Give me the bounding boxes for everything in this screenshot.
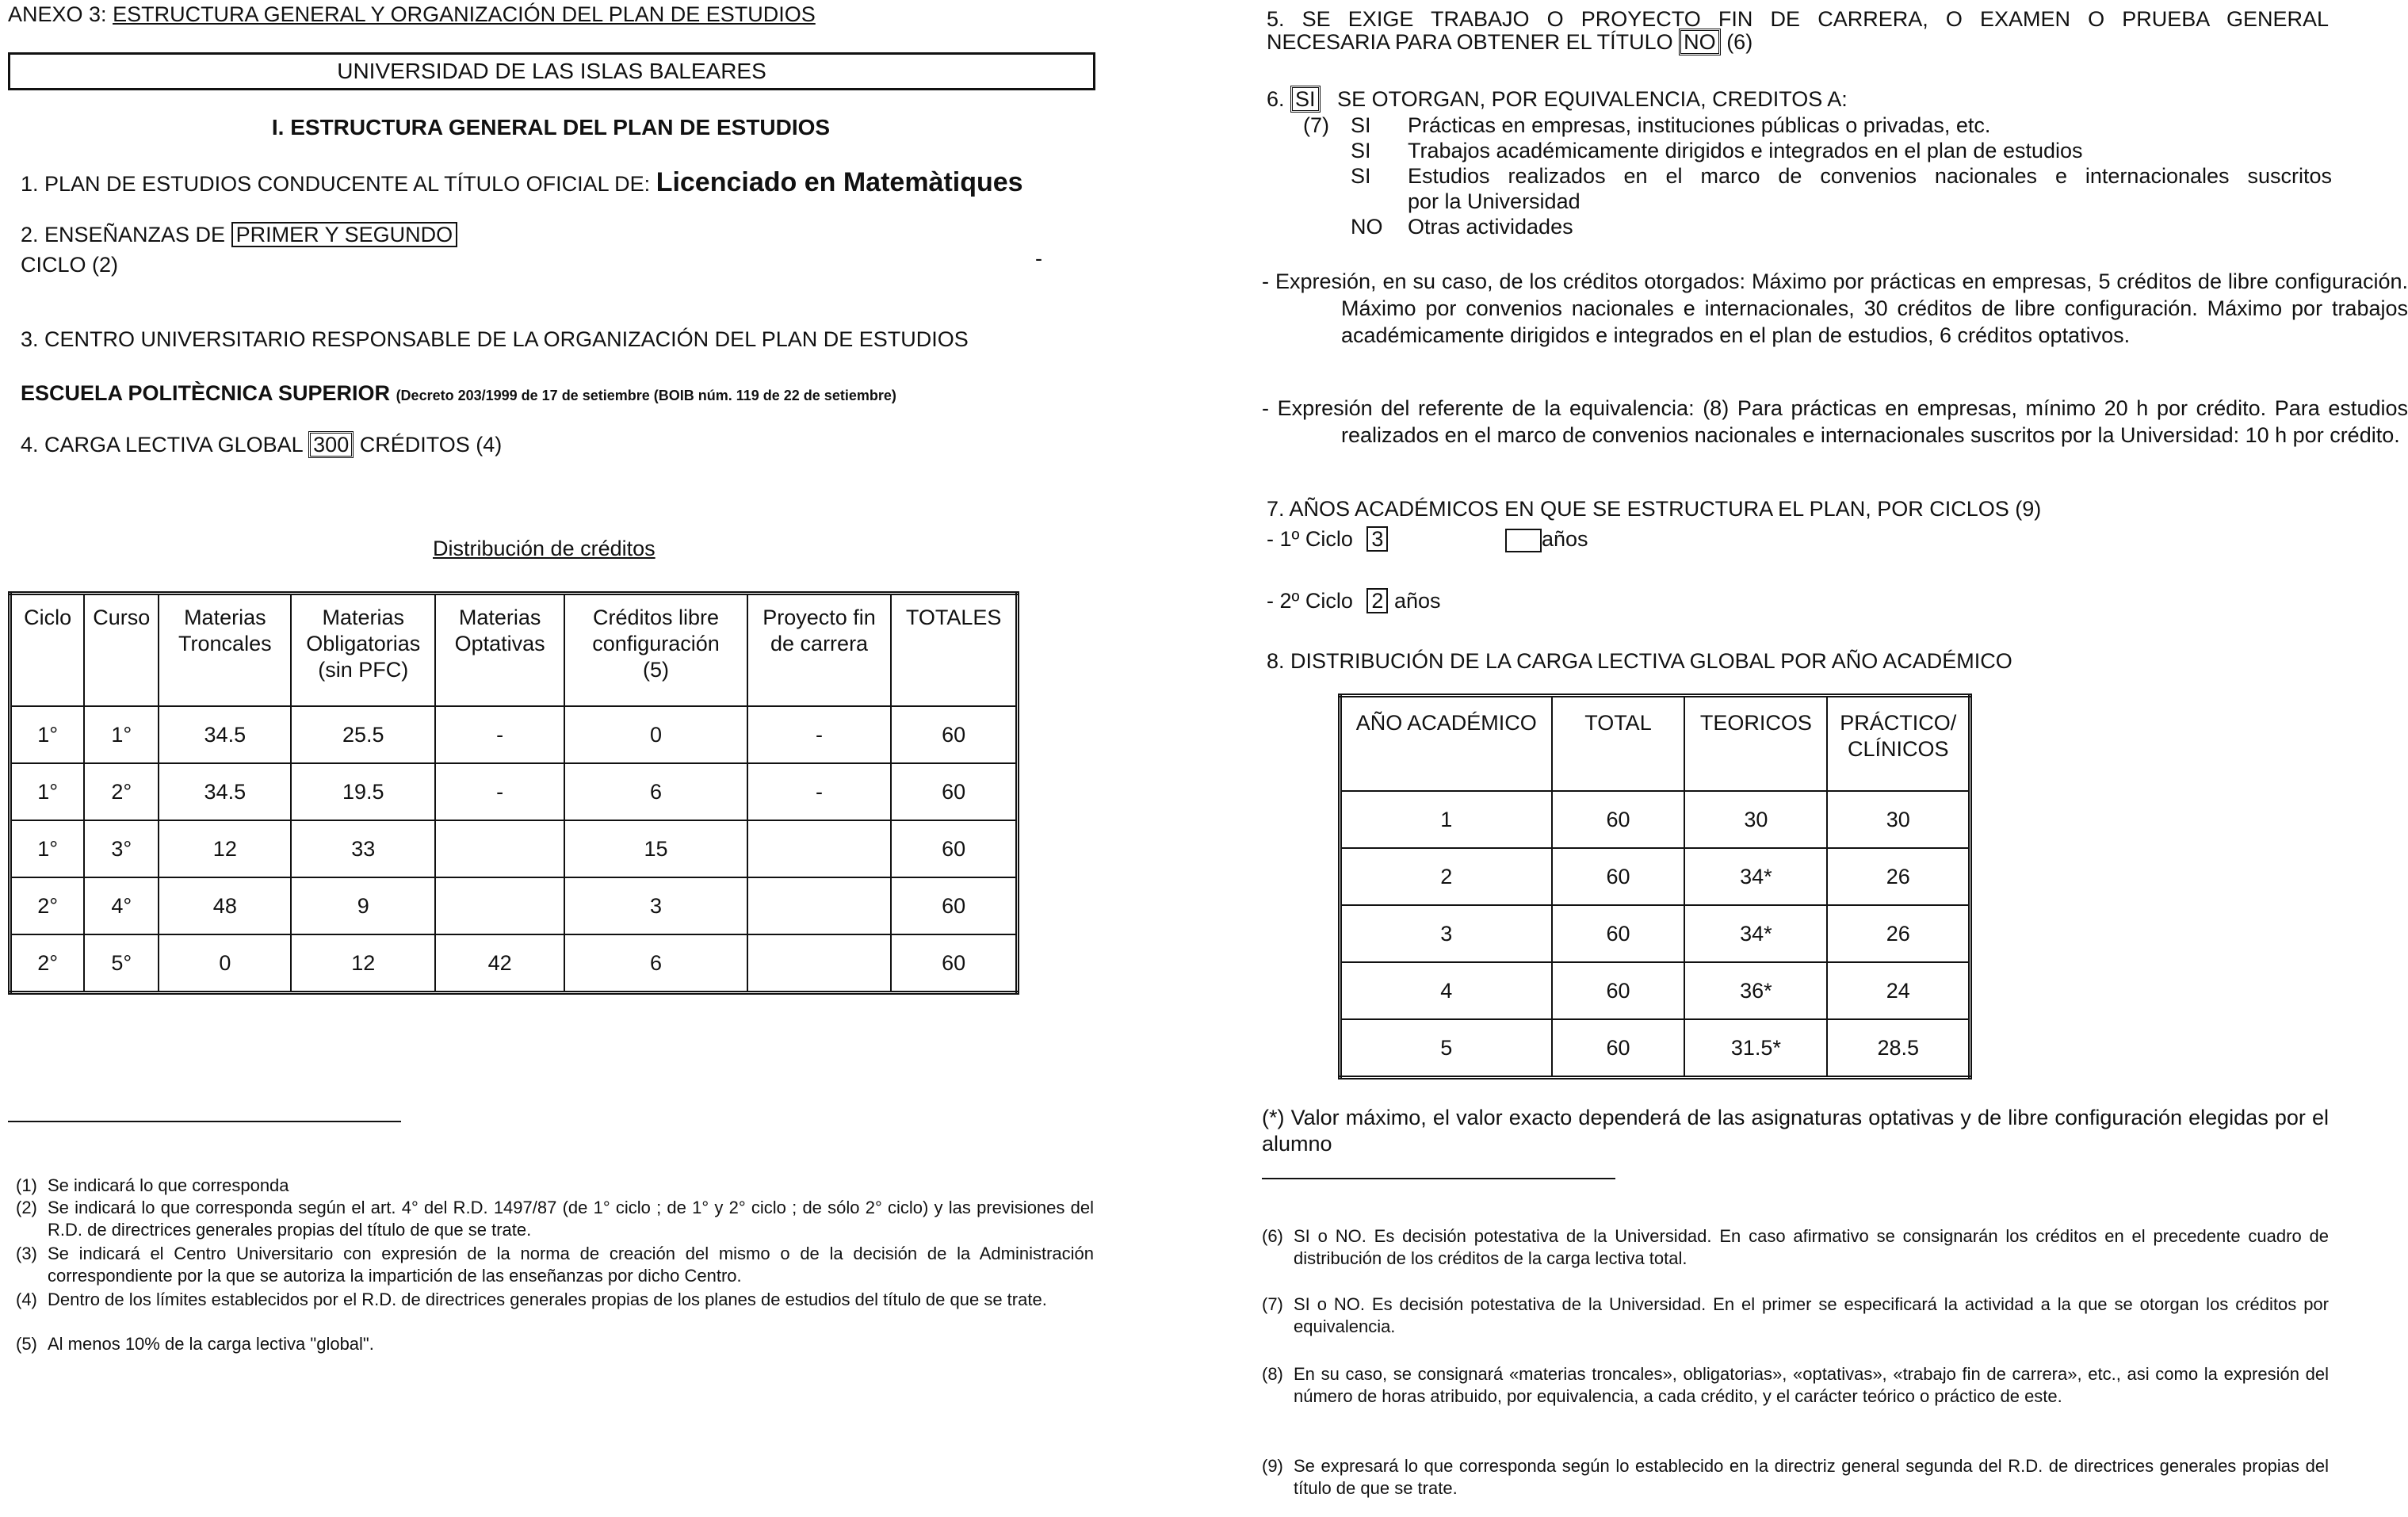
equivalence-item	[1351, 113, 2332, 138]
item-5-text: NECESARIA PARA OBTENER EL TÍTULO	[1267, 30, 1673, 54]
cycle-1-empty-box	[1505, 529, 1542, 552]
item-1-text: 1. PLAN DE ESTUDIOS CONDUCENTE AL TÍTULO OFICIAL DE:	[21, 172, 651, 196]
credits-header-text: Materias	[322, 606, 405, 629]
equivalence-text: Estudios realizados en el marco de convenios nacionales e internacionales suscritos	[1408, 164, 2332, 188]
year-table-cell: 2	[1340, 848, 1552, 905]
footnote-text: Dentro de los límites establecidos por el R.D. de directrices generales propias de los planes de estudios del título de que se trate.	[48, 1290, 1047, 1309]
year-header-text: AÑO ACADÉMICO	[1355, 711, 1537, 735]
cycle-1-label: - 1º Ciclo	[1267, 527, 1353, 551]
year-table-cell: 30	[1684, 791, 1827, 848]
stray-dash: -	[1035, 246, 1042, 270]
credits-header-cell	[10, 594, 85, 707]
year-header-cell	[1552, 696, 1685, 792]
credits-header-text: Curso	[93, 606, 151, 629]
year-table-cell: 34*	[1684, 848, 1827, 905]
credits-table-cell: 60	[891, 820, 1017, 877]
credits-header-text: (sin PFC)	[318, 657, 409, 682]
credits-table-cell: 2°	[84, 763, 159, 820]
credits-table-cell: 1°	[10, 706, 85, 763]
annex-prefix: ANEXO 3:	[8, 2, 107, 26]
credits-table-header-row	[10, 594, 1018, 707]
credits-table-cell: 15	[564, 820, 747, 877]
item-8-text: 8. DISTRIBUCIÓN DE LA CARGA LECTIVA GLOBAL POR AÑO ACADÉMICO	[1267, 649, 2012, 673]
credits-table-cell: 12	[159, 820, 291, 877]
equivalence-text: Prácticas en empresas, instituciones públicas o privadas, etc.	[1408, 113, 1991, 137]
credits-header-text: Proyecto fin	[763, 606, 876, 629]
credits-table-cell: 0	[564, 706, 747, 763]
credits-table-cell: 3°	[84, 820, 159, 877]
footnote-text: Se indicará lo que corresponda	[48, 1175, 289, 1195]
credits-table-cell: 6	[564, 763, 747, 820]
credits-header-cell	[747, 594, 892, 707]
item-5-note: (6)	[1726, 30, 1753, 54]
credits-table-cell: 60	[891, 934, 1017, 993]
credits-header-text: (5)	[643, 657, 669, 682]
credits-table-cell: 6	[564, 934, 747, 993]
item-5-line1: 5. SE EXIGE TRABAJO O PROYECTO FIN DE CARRERA, O EXAMEN O PRUEBA GENERAL	[1267, 7, 2329, 31]
item-6	[1267, 86, 1848, 113]
credits-table-cell: 60	[891, 706, 1017, 763]
annex-title: ESTRUCTURA GENERAL Y ORGANIZACIÓN DEL PLAN DE ESTUDIOS	[113, 2, 816, 26]
credits-table-cell: -	[435, 706, 564, 763]
year-table-cell: 60	[1552, 848, 1685, 905]
cycle-1-years: años	[1541, 527, 1588, 551]
item-6-text: SE OTORGAN, POR EQUIVALENCIA, CREDITOS A:	[1337, 87, 1848, 111]
footnote-number: (4)	[16, 1290, 37, 1309]
credits-header-text: Materias	[458, 606, 541, 629]
equivalence-flag: SI	[1351, 113, 1371, 137]
item-4-value-box: 300	[308, 431, 354, 458]
item-4-text: 4. CARGA LECTIVA GLOBAL	[21, 433, 303, 457]
item-4-suffix: CRÉDITOS (4)	[359, 433, 503, 457]
equivalence-flag: SI	[1351, 164, 1371, 188]
credits-table-cell: 0	[159, 934, 291, 993]
footnote-rule-right	[1262, 1178, 1615, 1179]
credits-header-text: Optativas	[454, 631, 545, 655]
year-table-cell: 60	[1552, 962, 1685, 1019]
year-distribution-table	[1338, 694, 1972, 1079]
year-table-cell: 4	[1340, 962, 1552, 1019]
year-header-text: CLÍNICOS	[1847, 736, 1949, 761]
university-banner: UNIVERSIDAD DE LAS ISLAS BALEARES	[8, 52, 1095, 90]
item-1	[21, 166, 1023, 199]
footnote-number: (8)	[1262, 1364, 1283, 1384]
credits-table-row	[10, 820, 1018, 877]
credits-table-cell: 1°	[84, 706, 159, 763]
year-table-cell: 3	[1340, 905, 1552, 962]
credits-table-cell: 1°	[10, 763, 85, 820]
credits-table-cell: 2°	[10, 934, 85, 993]
footnote-text: Se expresará lo que corresponda según lo establecido en la directriz general segunda del R.D. de directrices generales propias del título de que se trate.	[1294, 1456, 2329, 1499]
expression-equivalence	[1262, 395, 2408, 449]
footnote-text: Se indicará lo que corresponda según el art. 4° del R.D. 1497/87 (de 1° ciclo ; de 1° y 2° ciclo ; de sólo 2° ciclo) y las previsiones del R.D. de directrices generales propias del título de que se trate.	[48, 1198, 1094, 1240]
equivalence-text: Otras actividades	[1408, 215, 1573, 239]
year-header-cell	[1340, 696, 1552, 792]
item-2-line2: CICLO (2)	[21, 253, 119, 277]
credits-header-cell	[84, 594, 159, 707]
year-table-row	[1340, 962, 1970, 1019]
equivalence-item	[1351, 163, 2332, 189]
credits-table-row	[10, 706, 1018, 763]
year-table-cell: 26	[1827, 905, 1970, 962]
footnote-number: (5)	[16, 1334, 37, 1354]
expression-credits	[1262, 268, 2408, 349]
item-4	[21, 431, 502, 458]
credits-header-cell	[564, 594, 747, 707]
credits-table-cell: 60	[891, 763, 1017, 820]
credits-header-text: Obligatorias	[306, 631, 421, 655]
credits-header-text: Ciclo	[24, 606, 72, 629]
footnote-text: SI o NO. Es decisión potestativa de la Universidad. En el primer se especificará la actividad a la que se otorgan los créditos por equivalencia.	[1294, 1294, 2329, 1337]
credits-header-cell	[435, 594, 564, 707]
credits-table-cell: -	[435, 763, 564, 820]
footnote-number: (3)	[16, 1244, 37, 1263]
expression-credits-lead: - Expresión, en su caso, de los créditos otorgados:	[1262, 269, 1746, 293]
equivalence-item	[1351, 138, 2332, 163]
year-table-cell: 60	[1552, 1019, 1685, 1078]
credits-table-cell: -	[747, 763, 892, 820]
credits-header-text: de carrera	[770, 631, 869, 655]
asterisk-note: (*) Valor máximo, el valor exacto dependerá de las asignaturas optativas y de libre configuración elegidas por el alumno	[1262, 1106, 2329, 1156]
item-6-num: 6.	[1267, 87, 1285, 111]
footnote-number: (9)	[1262, 1456, 1283, 1476]
credits-table-cell: 42	[435, 934, 564, 993]
cycle-2-value-box: 2	[1366, 588, 1388, 613]
expression-equivalence-text: Para prácticas en empresas, mínimo 20 h por crédito. Para estudios realizados en el marco de convenios nacionales e internacionales suscritos por la Universidad: 10 h por crédito.	[1341, 396, 2408, 448]
cycle-2-years: años	[1393, 589, 1441, 613]
year-header-cell	[1684, 696, 1827, 792]
item-5-line2	[1267, 29, 1752, 55]
equivalence-item-cont	[1351, 189, 2332, 214]
year-table-row	[1340, 905, 1970, 962]
credits-table-cell: 2°	[10, 877, 85, 934]
year-table-cell: 24	[1827, 962, 1970, 1019]
equivalence-flag: SI	[1351, 139, 1371, 162]
credits-table-cell: -	[747, 706, 892, 763]
credits-table-cell	[747, 934, 892, 993]
credits-header-cell	[159, 594, 291, 707]
credits-header-cell	[291, 594, 435, 707]
annex-heading	[8, 2, 816, 28]
year-table-row	[1340, 791, 1970, 848]
item-6-value-box: SI	[1290, 86, 1321, 113]
cycle-2-label: - 2º Ciclo	[1267, 589, 1353, 613]
footnote-rule	[8, 1121, 401, 1122]
credits-table-cell: 33	[291, 820, 435, 877]
credits-table-body	[10, 706, 1018, 993]
credits-header-text: Troncales	[178, 631, 272, 655]
credits-table-cell: 5°	[84, 934, 159, 993]
year-table-cell: 31.5*	[1684, 1019, 1827, 1078]
credits-header-text: configuración	[592, 631, 720, 655]
table-caption: Distribución de créditos	[433, 537, 656, 560]
footnote-number: (6)	[1262, 1226, 1283, 1246]
year-table-cell: 60	[1552, 791, 1685, 848]
year-table-cell: 1	[1340, 791, 1552, 848]
school-decree: (Decreto 203/1999 de 17 de setiembre (BOIB núm. 119 de 22 de setiembre)	[396, 388, 896, 403]
credits-table-cell	[435, 820, 564, 877]
credits-table-row	[10, 877, 1018, 934]
equivalence-text: Trabajos académicamente dirigidos e integrados en el plan de estudios	[1408, 139, 2083, 162]
school-line	[21, 380, 896, 407]
item-7-text: 7. AÑOS ACADÉMICOS EN QUE SE ESTRUCTURA EL PLAN, POR CICLOS (9)	[1267, 497, 2042, 521]
year-header-cell	[1827, 696, 1970, 792]
credits-table-cell: 25.5	[291, 706, 435, 763]
credits-header-text: Créditos libre	[592, 606, 720, 629]
credits-header-cell	[891, 594, 1017, 707]
item-7-cycle-2	[1267, 588, 1441, 614]
year-table-cell: 60	[1552, 905, 1685, 962]
credits-header-text: Materias	[184, 606, 266, 629]
credits-table-cell: 48	[159, 877, 291, 934]
item-7-cycle-1	[1267, 526, 1588, 552]
section-title: I. ESTRUCTURA GENERAL DEL PLAN DE ESTUDIOS	[271, 115, 831, 139]
year-header-text: TOTAL	[1584, 711, 1652, 735]
credits-table-cell: 34.5	[159, 763, 291, 820]
credits-table	[8, 591, 1019, 995]
year-header-text: PRÁCTICO/	[1840, 711, 1957, 735]
credits-table-cell: 1°	[10, 820, 85, 877]
footnote-number: (1)	[16, 1175, 37, 1195]
year-table-body	[1340, 791, 1970, 1078]
credits-table-cell: 19.5	[291, 763, 435, 820]
item-6-note: (7)	[1303, 113, 1329, 137]
equivalence-text-cont: por la Universidad	[1408, 189, 1580, 213]
credits-table-cell: 60	[891, 877, 1017, 934]
cycle-1-value-box: 3	[1366, 526, 1388, 552]
year-table-cell: 28.5	[1827, 1019, 1970, 1078]
credits-table-cell	[747, 877, 892, 934]
credits-table-row	[10, 763, 1018, 820]
year-table-cell: 26	[1827, 848, 1970, 905]
expression-credits-text: Máximo por prácticas en empresas, 5 créditos de libre configuración. Máximo por convenios nacionales e internacionales, 30 créditos de libre configuración. Máximo por trabajos académicamente dirigidos e integrados en el plan de estudios, 6 créditos optativos.	[1341, 269, 2408, 348]
expression-equivalence-lead: - Expresión del referente de la equivalencia: (8)	[1262, 396, 1730, 420]
footnote-number: (2)	[16, 1198, 37, 1217]
footnote-number: (7)	[1262, 1294, 1283, 1314]
footnote-text: En su caso, se consignará «materias troncales», obligatorias», «optativas», «trabajo fin de carrera», etc., asi como la expresión del número de horas atribuido, por equivalencia, a cada crédito, y el carácter teórico o práctico de este.	[1294, 1364, 2329, 1407]
footnote-text: Al menos 10% de la carga lectiva "global".	[48, 1334, 374, 1354]
credits-table-cell: 3	[564, 877, 747, 934]
credits-table-cell: 12	[291, 934, 435, 993]
year-table-row	[1340, 1019, 1970, 1078]
item-2-text: 2. ENSEÑANZAS DE	[21, 223, 226, 246]
equivalence-flag: NO	[1351, 215, 1383, 239]
credits-table-cell	[435, 877, 564, 934]
year-table-cell: 34*	[1684, 905, 1827, 962]
item-3-text: 3. CENTRO UNIVERSITARIO RESPONSABLE DE LA ORGANIZACIÓN DEL PLAN DE ESTUDIOS	[21, 327, 969, 351]
credits-table-cell	[747, 820, 892, 877]
item-2-value-box: PRIMER Y SEGUNDO	[231, 222, 458, 247]
year-table-header-row	[1340, 696, 1970, 792]
credits-table-cell: 4°	[84, 877, 159, 934]
school-name: ESCUELA POLITÈCNICA SUPERIOR	[21, 381, 391, 405]
footnote-text: SI o NO. Es decisión potestativa de la Universidad. En caso afirmativo se consignarán los créditos en el precedente cuadro de distribución de los créditos de la carga lectiva total.	[1294, 1226, 2329, 1269]
item-2	[21, 222, 457, 248]
year-header-text: TEORICOS	[1699, 711, 1812, 735]
equivalence-item	[1351, 214, 2332, 239]
degree-name: Licenciado en Matemàtiques	[656, 167, 1023, 197]
credits-table-row	[10, 934, 1018, 993]
equivalence-list	[1351, 113, 2332, 239]
credits-table-cell: 34.5	[159, 706, 291, 763]
year-table-cell: 30	[1827, 791, 1970, 848]
year-table-cell: 36*	[1684, 962, 1827, 1019]
year-table-cell: 5	[1340, 1019, 1552, 1078]
year-table-row	[1340, 848, 1970, 905]
credits-table-cell: 9	[291, 877, 435, 934]
item-5-value-box: NO	[1679, 29, 1721, 55]
footnote-text: Se indicará el Centro Universitario con expresión de la norma de creación del mismo o de la decisión de la Administración correspondiente por la que se autoriza la impartición de las enseñanzas por dicho Centro.	[48, 1244, 1094, 1286]
credits-header-text: TOTALES	[905, 606, 1002, 629]
